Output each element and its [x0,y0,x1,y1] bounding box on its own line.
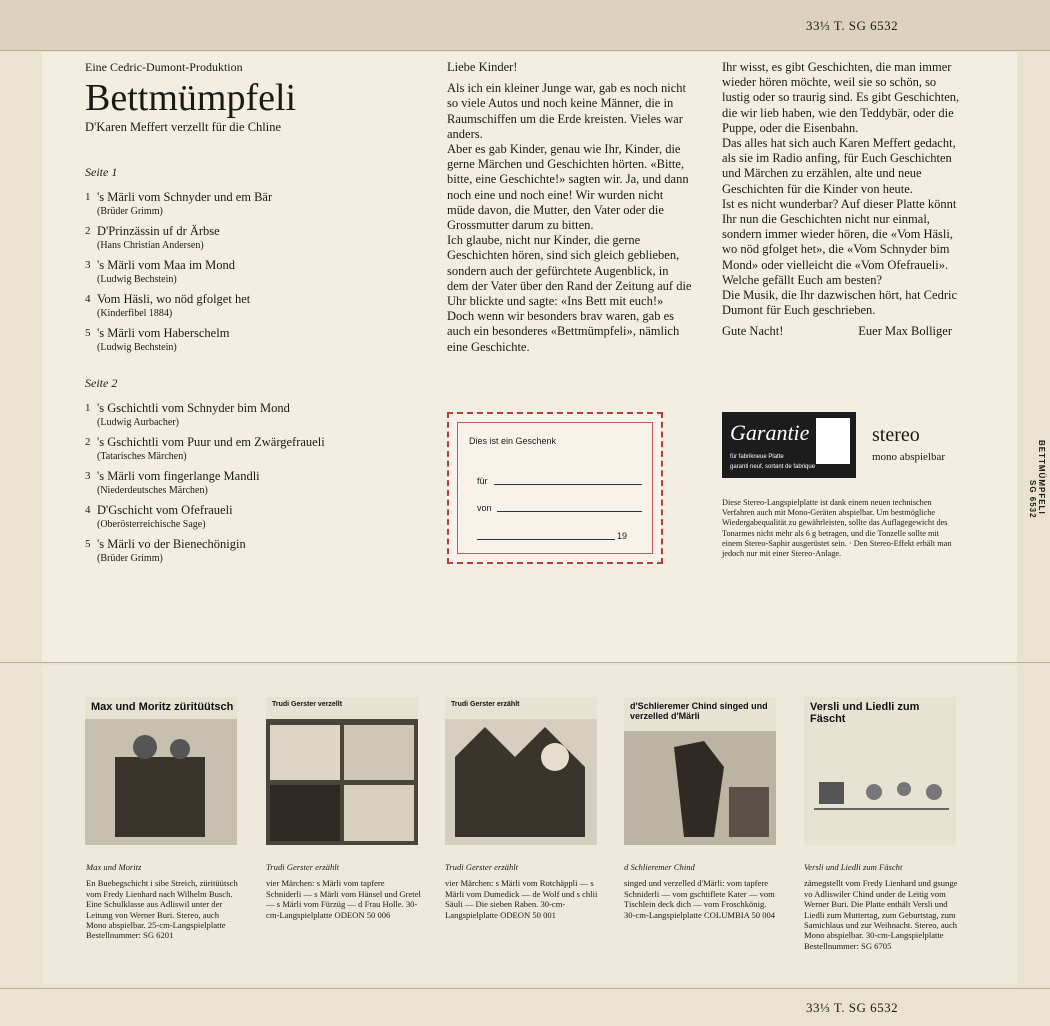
track-title: D'Prinzässin uf dr Ärbse [97,224,220,238]
signature: Euer Max Bolliger [858,324,952,339]
track-title: Vom Häsli, wo nöd gfolget het [97,292,251,306]
gift-from-line [497,511,642,512]
fold-line [0,662,1050,663]
track-author: (Brüder Grimm) [97,206,163,217]
track-item: 2 D'Prinzässin uf dr Ärbse (Hans Christian Andersen) [85,224,220,251]
letter-column-right [722,60,967,340]
side1-label: Seite 1 [85,165,118,179]
record-text: zämegstellt vom Fredy Lienhard und gsunge vo Adliswiler Chind under de Leitig vom Werner Buri. Die Platte enthält Versli und Liedli zum Muttertag, zum Geburtstag, zum Samichlaus und zur Weihnacht. Stereo, auch Mono abspielbar. 30-cm-Langspielplatte Bestellnummer: SG 6705 [804,878,958,951]
record-heading: d Schlieremer Chind [624,862,695,872]
record-cover-title: Versli und Liedli zum Fäscht [810,701,920,725]
catalog-number-bottom: 33⅓ T. SG 6532 [806,1000,899,1015]
letter-greeting: Liebe Kinder! [447,60,518,74]
record-cover-title: Trudi Gerster erzählt [451,701,520,708]
track-author: (Niederdeutsches Märchen) [97,485,208,496]
track-item: 1 's Gschichtli vom Schnyder bim Mond (Ludwig Aurbacher) [85,401,290,428]
album-title: Bettmümpfeli [85,77,297,119]
letter-paragraph: Ist es nicht wunderbar? Auf dieser Platte könnt Ihr nun die Geschichten nicht nur einmal, sondern immer wieder hören, die «Vom Häsli, wo nöd gfolget het», die «Vom Schnyder bim Mond» oder vielleicht die «Vom Ofefraueli». [722,196,957,272]
track-item: 1 's Märli vom Schnyder und em Bär (Brüder Grimm) [85,190,273,217]
gift-from-label: von [477,503,492,513]
record-cover-title: Max und Moritz züritüütsch [91,701,234,713]
gift-card [447,412,663,564]
record-heading: Max und Moritz [86,862,142,872]
letter-paragraph: Aber es gab Kinder, genau wie Ihr, Kinder, die gerne Märchen und Geschichten hörten. «Bitte, bitte, eine Geschichte!» sagten wir. Ja, und dann noch eine und noch eine! Wir wurden nicht müde davon, die Mutter, den Vater oder die Grossmutter darum zu bitten. [447,142,689,233]
cover-illustration [85,697,237,845]
tracklist-column [85,60,415,571]
track-title: 's Märli vom Schnyder und em Bär [97,190,273,204]
garantie-line1: für fabrikneue Platte [730,454,784,460]
track-author: (Tatarisches Märchen) [97,451,187,462]
cover-illustration [266,697,418,845]
stereo-notice: Diese Stereo-Langspielplatte ist dank einem neuen technischen Verfahren auch mit Mono-Geräten abspielbar. Um bestmögliche Wiedergabequalität zu gewährleisten, sollte das Auflagegewicht des Tonarmes nicht mehr als 6 g betragen, und die Tonzelle sollte mit einem Stereo-Saphir ausgerüstet sein. · Den Stereo-Effekt erhält man jedoch nur mit einer Stereo-Anlage. [722,498,952,559]
record-text: singed und verzelled d'Märli: vom tapfere Schniderli — vom gschtiflete Kater — vom Tischlein deck dich — vom Froschkönig. 30-cm-Langspielplatte COLUMBIA 50 004 [624,878,776,920]
track-title: 's Märli vom fingerlange Mandli [97,469,260,483]
letter-paragraph: Welche gefällt Euch am besten? [722,272,883,287]
garantie-seal [816,418,850,464]
letter-paragraph: Doch wenn wir besonders brav waren, gab es auch ein besonderes «Bettmümpfeli», nämlich eine Geschichte. [447,309,680,354]
record-heading: Versli und Liedli zum Fäscht [804,862,903,872]
flap-edge [0,50,1050,51]
mono-label: mono abspielbar [872,451,946,463]
track-item: 2 's Gschichtli vom Puur und em Zwärgefraueli (Tatarisches Märchen) [85,435,325,462]
track-author: (Ludwig Aurbacher) [97,417,179,428]
letter-paragraph: Die Musik, die Ihr dazwischen hört, hat Cedric Dumont für Euch geschrieben. [722,288,958,318]
letter-signature [722,324,952,339]
garantie-line2: garanti neuf, sortant de fabrique [730,464,816,470]
track-item: 3 's Märli vom Maa im Mond (Ludwig Bechstein) [85,258,236,285]
track-author: (Ludwig Bechstein) [97,342,177,353]
gift-date-line [477,539,615,540]
bottom-flap-edge [0,988,1050,989]
track-author: (Brüder Grimm) [97,553,163,564]
record-cover [266,697,418,845]
letter-paragraph: Als ich ein kleiner Junge war, gab es noch nicht so viele Autos und noch keine Männer, die in Raumschiffen um die Erde kreisten. Vieles war anders. [447,81,687,141]
cover-illustration [445,697,597,845]
gift-for-line [494,484,642,485]
spine-label [1028,440,1046,519]
record-text: vier Märchen: s Märli vom tapfere Schniderli — s Märli vom Hänsel und Gretel — s Märli vom Fürzüg — d Frau Holle. 30-cm-Langspielplatte ODEON 50 006 [266,878,421,920]
garantie-logo [722,412,856,478]
record-cover-title: d'Schlieremer Chind singed und verzelled d'Märli [630,701,768,721]
gift-for-label: für [477,476,488,486]
track-title: 's Gschichtli vom Schnyder bim Mond [97,401,290,415]
track-item: 3 's Märli vom fingerlange Mandli (Niederdeutsches Märchen) [85,469,260,496]
record-text: vier Märchen: s Märli vom Rotchäppli — s Märli vom Dumedick — de Wolf und s chlii Säuli — Die sieben Raben. 30-cm-Langspielplatte ODEON 50 001 [445,878,598,920]
garantie-wordmark: Garantie [730,420,810,445]
side1-tracklist [85,190,415,354]
album-subtitle: D'Karen Meffert verzellt für die Chline [85,120,282,134]
letter-paragraph: Ihr wisst, es gibt Geschichten, die man immer wieder hören möchte, weil sie so schön, so lustig oder so traurig sind. Es gibt Geschichten, die wir lieb haben, wie den Teddybär, oder die Puppe, oder die Eisenbahn. [722,60,960,135]
record-description [804,862,964,951]
track-author: (Kinderfibel 1884) [97,308,173,319]
track-item: 4 Vom Häsli, wo nöd gfolget het (Kinderfibel 1884) [85,292,251,319]
track-author: (Oberösterreichische Sage) [97,519,206,530]
stereo-label: stereo [872,424,920,446]
track-title: D'Gschicht vom Ofefraueli [97,503,233,517]
record-text: En Buebegschicht i sibe Streich, züritüütsch vom Fredy Lienhard nach Wilhelm Busch. Eine Schulklasse aus Adliswil unter der Leitung von Werner Buri. Stereo, auch Mono abspielbar. 25-cm-Langspielplatte Bestellnummer: SG 6201 [86,878,238,941]
side2-label: Seite 2 [85,376,118,390]
side2-tracklist [85,401,415,565]
record-cover [624,697,776,845]
record-cover [804,697,956,845]
track-author: (Hans Christian Andersen) [97,240,204,251]
track-title: 's Märli vom Maa im Mond [97,258,236,272]
gift-card-title: Dies ist ein Geschenk [469,436,557,446]
spine-number: SG 6532 [1028,480,1037,519]
track-author: (Ludwig Bechstein) [97,274,177,285]
record-description [624,862,779,920]
record-description [86,862,241,941]
closing-greeting: Gute Nacht! [722,324,784,339]
record-description [266,862,421,920]
track-title: 's Märli vom Haberschelm [97,326,230,340]
gift-year: 19 [617,531,628,541]
spine-title: BETTMÜMPFELI [1037,440,1046,515]
record-heading: Trudi Gerster erzählt [266,862,340,872]
letter-paragraph: Ich glaube, nicht nur Kinder, die gerne Geschichten hören, sind sich gleich geblieben, sondern auch der gefürchtete Augenblick, in dem der Vater über den Rand der Zeitung auf die Uhr blickte und sagte: «Ins Bett mit euch!» [447,233,692,309]
track-item: 4 D'Gschicht vom Ofefraueli (Oberösterreichische Sage) [85,503,233,530]
track-item: 5 's Märli vo der Bienechönigin (Brüder Grimm) [85,537,246,564]
letter-column [447,60,692,355]
catalog-number-top: 33⅓ T. SG 6532 [806,18,899,33]
track-title: 's Märli vo der Bienechönigin [97,537,246,551]
record-description [445,862,600,920]
letter-paragraph: Das alles hat sich auch Karen Meffert gedacht, als sie im Radio anfing, für Euch Geschichten und Märchen zu erzählen, alte und neue Geschichten für die Kinder von heute. [722,136,956,196]
record-heading: Trudi Gerster erzählt [445,862,519,872]
production-credit: Eine Cedric-Dumont-Produktion [85,60,243,74]
record-cover [445,697,597,845]
track-item: 5 's Märli vom Haberschelm (Ludwig Bechstein) [85,326,230,353]
record-cover-title: Trudi Gerster verzellt [272,701,343,708]
record-cover [85,697,237,845]
track-title: 's Gschichtli vom Puur und em Zwärgefraueli [97,435,325,449]
